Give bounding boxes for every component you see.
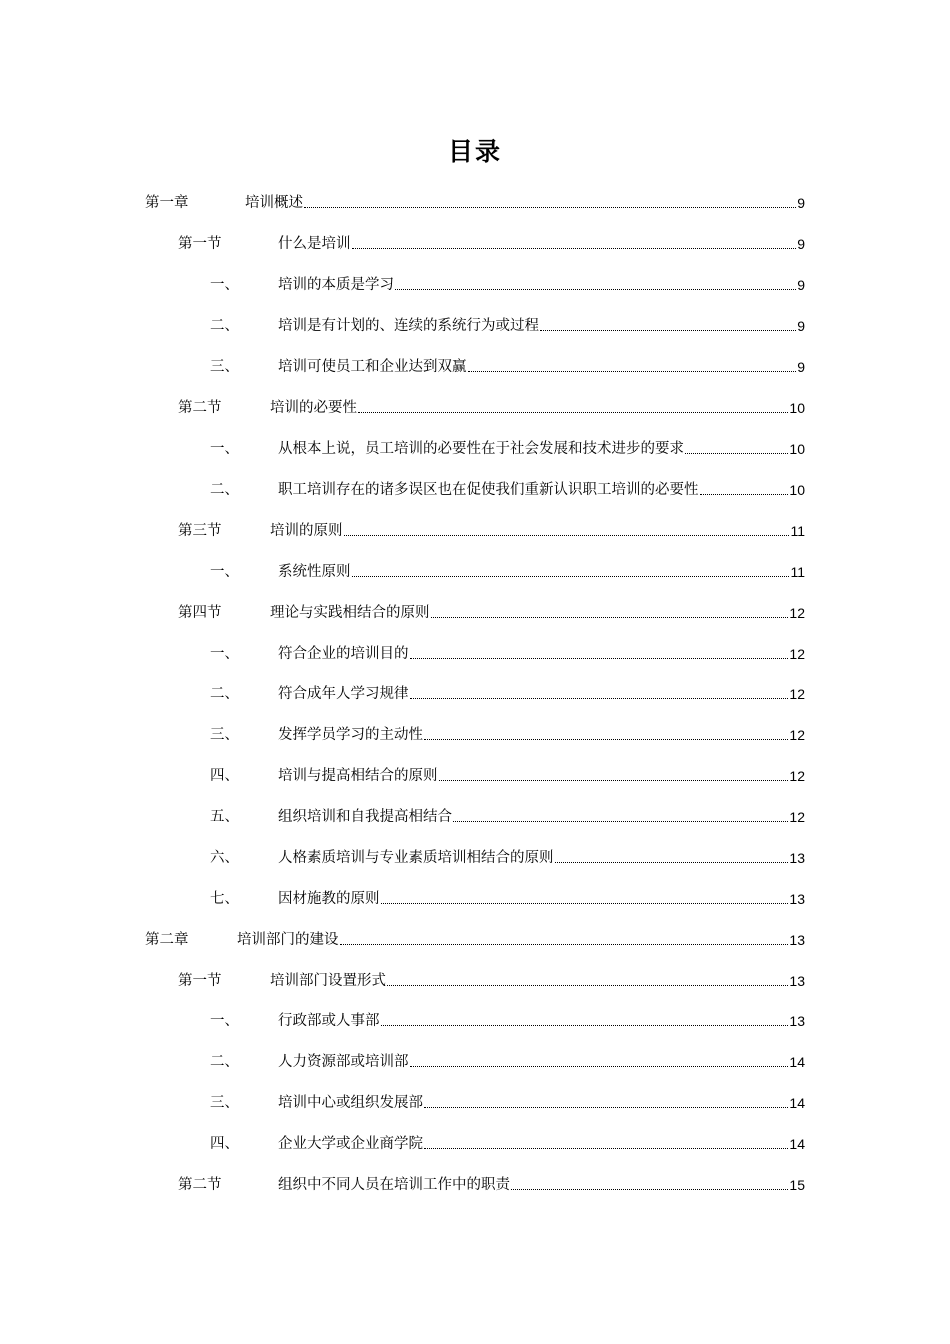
toc-entry[interactable] [210, 313, 805, 335]
toc-entry[interactable] [210, 354, 805, 376]
entry-number: 第三节 [178, 523, 222, 539]
page-number: 12 [789, 809, 805, 825]
toc-entry[interactable] [210, 886, 805, 908]
dot-leader [381, 1025, 788, 1026]
toc-entry[interactable] [210, 272, 805, 294]
entry-title: 人力资源部或培训部 [278, 1054, 409, 1070]
toc-entry[interactable] [178, 231, 805, 253]
toc-entry[interactable] [210, 1008, 805, 1030]
entry-title: 培训中心或组织发展部 [278, 1095, 423, 1111]
toc-entry[interactable] [210, 1131, 805, 1153]
dot-leader [410, 1066, 788, 1067]
dot-leader [540, 330, 796, 331]
page-number: 15 [789, 1177, 805, 1193]
page-number: 11 [790, 523, 805, 539]
page-number: 9 [797, 359, 805, 375]
dot-leader [511, 1189, 788, 1190]
page-number: 12 [789, 605, 805, 621]
dot-leader [424, 739, 788, 740]
entry-number: 第二节 [178, 1177, 222, 1193]
entry-number: 第二节 [178, 400, 222, 416]
dot-leader [358, 412, 788, 413]
page-number: 14 [789, 1136, 805, 1152]
page-number: 12 [789, 727, 805, 743]
entry-number: 一、 [210, 1013, 239, 1029]
entry-title: 培训概述 [245, 195, 303, 211]
page-number: 11 [790, 564, 805, 580]
entry-title: 符合成年人学习规律 [278, 686, 409, 702]
entry-title: 系统性原则 [278, 564, 351, 580]
entry-title: 培训部门的建设 [237, 932, 339, 948]
entry-title: 符合企业的培训目的 [278, 646, 409, 662]
entry-title: 职工培训存在的诸多误区也在促使我们重新认识职工培训的必要性 [278, 482, 699, 498]
page-number: 12 [789, 646, 805, 662]
dot-leader [468, 371, 796, 372]
entry-title: 培训的原则 [270, 523, 343, 539]
page-number: 10 [789, 441, 805, 457]
entry-number: 二、 [210, 318, 239, 334]
dot-leader [344, 535, 789, 536]
entry-title: 理论与实践相结合的原则 [270, 605, 430, 621]
dot-leader [555, 862, 788, 863]
entry-number: 六、 [210, 850, 239, 866]
toc-entry[interactable] [145, 927, 805, 949]
page-number: 12 [789, 686, 805, 702]
toc-entry[interactable] [178, 968, 805, 990]
page-number: 9 [797, 195, 805, 211]
toc-entry[interactable] [210, 477, 805, 499]
entry-title: 因材施教的原则 [278, 891, 380, 907]
entry-number: 第二章 [145, 932, 189, 948]
entry-number: 一、 [210, 441, 239, 457]
dot-leader [352, 248, 796, 249]
dot-leader [395, 289, 796, 290]
page-number: 12 [789, 768, 805, 784]
toc-entry[interactable] [210, 722, 805, 744]
dot-leader [340, 944, 788, 945]
page-number: 9 [797, 277, 805, 293]
entry-title: 培训是有计划的、连续的系统行为或过程 [278, 318, 539, 334]
dot-leader [304, 207, 796, 208]
toc-entry[interactable] [210, 804, 805, 826]
dot-leader [439, 780, 788, 781]
entry-title: 行政部或人事部 [278, 1013, 380, 1029]
entry-number: 第一节 [178, 973, 222, 989]
dot-leader [700, 494, 788, 495]
entry-number: 二、 [210, 482, 239, 498]
page-number: 13 [789, 932, 805, 948]
toc-entry[interactable] [210, 845, 805, 867]
entry-title: 培训可使员工和企业达到双赢 [278, 359, 467, 375]
page-number: 9 [797, 318, 805, 334]
dot-leader [381, 903, 788, 904]
dot-leader [387, 985, 788, 986]
toc-title: 目录 [447, 137, 502, 166]
page-number: 13 [789, 891, 805, 907]
dot-leader [424, 1148, 788, 1149]
toc-entry[interactable] [178, 395, 805, 417]
page-number: 10 [789, 400, 805, 416]
entry-number: 第一章 [145, 195, 189, 211]
dot-leader [453, 821, 788, 822]
entry-number: 五、 [210, 809, 239, 825]
entry-title: 组织中不同人员在培训工作中的职责 [278, 1177, 510, 1193]
entry-title: 人格素质培训与专业素质培训相结合的原则 [278, 850, 554, 866]
page-number: 13 [789, 850, 805, 866]
entry-number: 三、 [210, 727, 239, 743]
entry-title: 什么是培训 [278, 236, 351, 252]
entry-title: 培训的必要性 [270, 400, 357, 416]
entry-number: 二、 [210, 1054, 239, 1070]
entry-number: 第一节 [178, 236, 222, 252]
toc-entry[interactable] [145, 190, 805, 212]
dot-leader [352, 576, 789, 577]
dot-leader [410, 658, 788, 659]
entry-number: 四、 [210, 1136, 239, 1152]
entry-title: 培训部门设置形式 [270, 973, 386, 989]
entry-number: 第四节 [178, 605, 222, 621]
toc-entry[interactable] [178, 600, 805, 622]
toc-entry[interactable] [210, 559, 805, 581]
page-number: 10 [789, 482, 805, 498]
toc-entry[interactable] [210, 1049, 805, 1071]
entry-title: 组织培训和自我提高相结合 [278, 809, 452, 825]
toc-entry[interactable] [210, 763, 805, 785]
dot-leader [424, 1107, 788, 1108]
entry-title: 发挥学员学习的主动性 [278, 727, 423, 743]
toc-entry[interactable] [178, 1172, 805, 1194]
toc-entry[interactable] [178, 518, 805, 540]
entry-number: 三、 [210, 359, 239, 375]
entry-number: 四、 [210, 768, 239, 784]
entry-title: 从根本上说，员工培训的必要性在于社会发展和技术进步的要求 [278, 441, 684, 457]
entry-number: 一、 [210, 277, 239, 293]
toc-entry[interactable] [210, 436, 805, 458]
toc-entry[interactable] [210, 681, 805, 703]
dot-leader [431, 617, 788, 618]
dot-leader [410, 698, 788, 699]
entry-number: 二、 [210, 686, 239, 702]
toc-entry[interactable] [210, 1090, 805, 1112]
dot-leader [685, 453, 788, 454]
entry-title: 企业大学或企业商学院 [278, 1136, 423, 1152]
page-number: 14 [789, 1054, 805, 1070]
entry-number: 三、 [210, 1095, 239, 1111]
entry-title: 培训的本质是学习 [278, 277, 394, 293]
entry-number: 一、 [210, 564, 239, 580]
toc-entry[interactable] [210, 641, 805, 663]
entry-number: 一、 [210, 646, 239, 662]
page-number: 13 [789, 973, 805, 989]
page-number: 13 [789, 1013, 805, 1029]
page-number: 14 [789, 1095, 805, 1111]
page-number: 9 [797, 236, 805, 252]
entry-number: 七、 [210, 891, 239, 907]
entry-title: 培训与提高相结合的原则 [278, 768, 438, 784]
